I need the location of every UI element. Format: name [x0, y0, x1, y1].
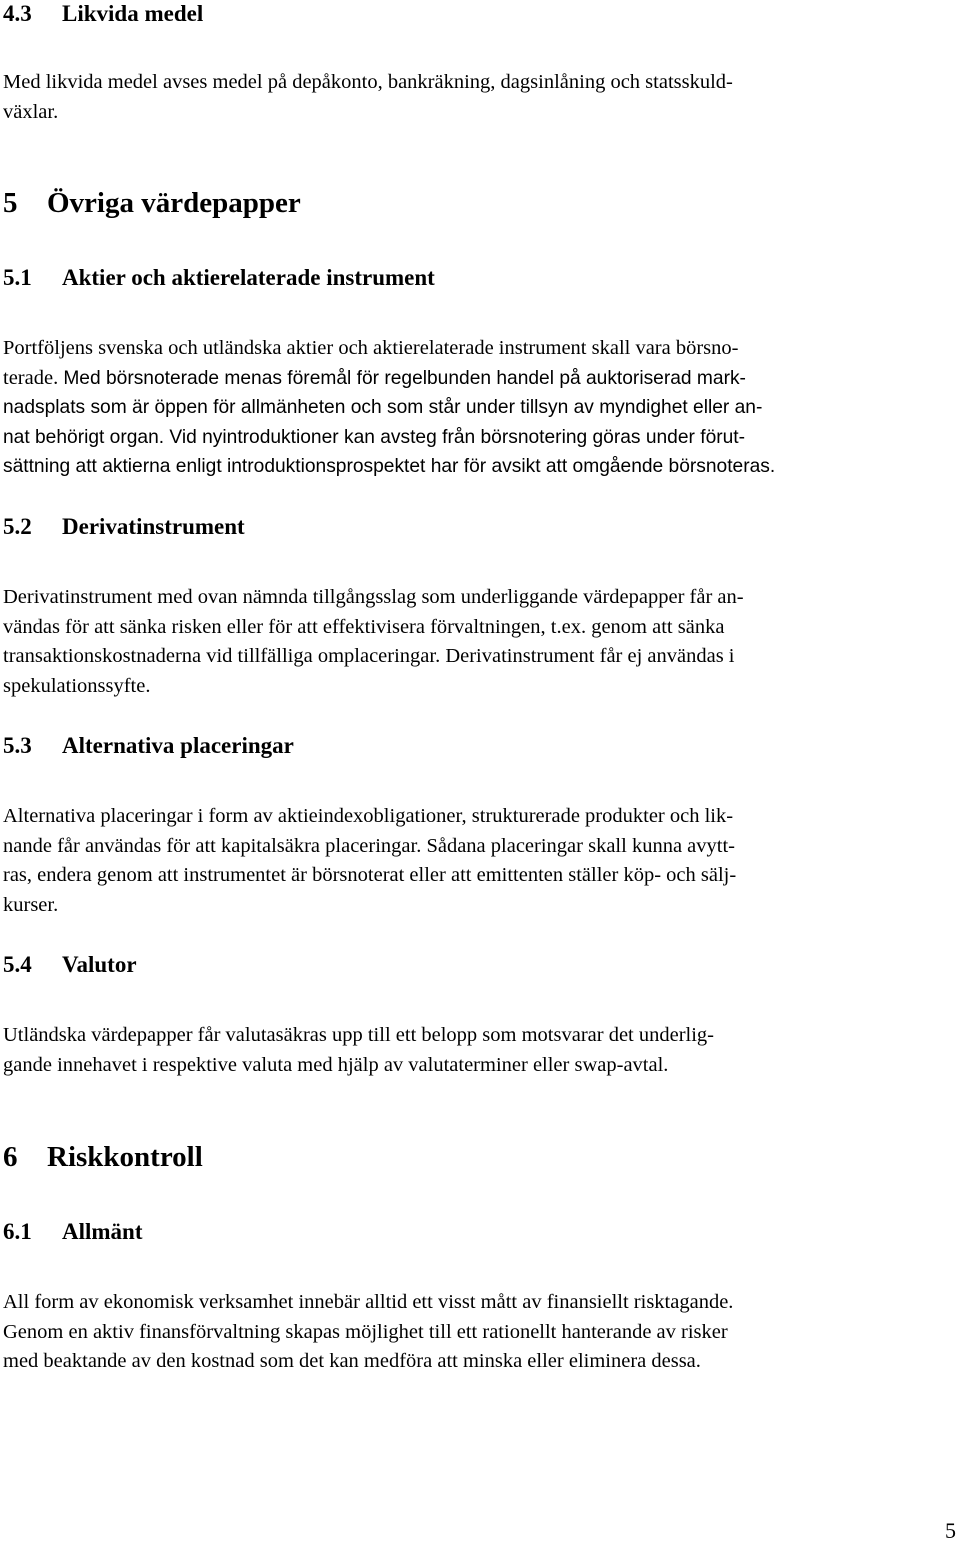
text-line: transaktionskostnaderna vid tillfälliga omplaceringar. Derivatinstrument får ej användas i — [3, 645, 735, 667]
text-line: kurser. — [3, 893, 59, 916]
chapter-title: Övriga värdepapper — [47, 187, 301, 219]
text-line: sättning att aktierna enligt introduktionsprospektet har för avsikt att omgående börsnoteras. — [3, 456, 776, 477]
page-number: 5 — [945, 1518, 956, 1543]
text-line: Utländska värdepapper får valutasäkras upp till ett belopp som motsvarar det underlig- — [3, 1024, 715, 1046]
section-number: 4.3 — [3, 1, 32, 26]
paragraph-valutor — [3, 1021, 714, 1080]
section-title: Allmänt — [62, 1219, 143, 1244]
text-line: vändas för att sänka risken eller för att effektivisera förvaltningen, t.ex. genom att sänka — [3, 615, 725, 638]
section-title: Derivatinstrument — [62, 514, 245, 539]
text-line: ras, endera genom att instrumentet är börsnoterat eller att emittenten ställer köp- och sälj- — [3, 864, 737, 886]
text-line: nat behörigt organ. Vid nyintroduktioner kan avsteg från börsnotering göras under förut- — [3, 426, 746, 448]
text-line: Portföljens svenska och utländska aktier och aktierelaterade instrument skall vara börsno- — [3, 337, 739, 359]
chapter-number: 5 — [3, 187, 18, 219]
text-line: All form av ekonomisk verksamhet innebär alltid ett visst mått av finansiellt risktagande. — [3, 1291, 734, 1313]
text-line: nadsplats som är öppen för allmänheten och som står under tillsyn av myndighet eller an- — [3, 397, 763, 418]
section-title: Aktier och aktierelaterade instrument — [62, 265, 435, 290]
text-fragment: Med börsnoterade menas föremål för regelbunden handel på auktoriserad mark- — [63, 367, 746, 389]
chapter-title: Riskkontroll — [47, 1141, 203, 1173]
text-line: Derivatinstrument med ovan nämnda tillgångsslag som underliggande värdepapper får an- — [3, 586, 744, 608]
section-heading-4-3 — [3, 0, 203, 28]
text-line: växlar. — [3, 100, 59, 123]
text-line: Genom en aktiv finansförvaltning skapas möjlighet till ett rationellt hanterande av risker — [3, 1320, 728, 1343]
section-number: 5.1 — [3, 265, 32, 290]
paragraph-aktier — [3, 334, 775, 482]
text-fragment: terade. — [3, 366, 64, 389]
section-heading-5-1 — [3, 264, 435, 292]
paragraph-derivatinstrument — [3, 583, 744, 701]
section-number: 5.2 — [3, 514, 32, 539]
chapter-heading-5 — [3, 186, 301, 220]
text-line: nande får användas för att kapitalsäkra placeringar. Sådana placeringar skall kunna avytt- — [3, 834, 735, 857]
text-line — [3, 364, 775, 394]
text-line: gande innehavet i respektive valuta med hjälp av valutaterminer eller swap-avtal. — [3, 1053, 669, 1076]
paragraph-alternativa-placeringar — [3, 802, 736, 920]
text-line: Med likvida medel avses medel på depåkonto, bankräkning, dagsinlåning och statsskuld- — [3, 71, 733, 93]
section-heading-6-1 — [3, 1218, 143, 1246]
section-number: 5.3 — [3, 733, 32, 758]
section-heading-5-4 — [3, 951, 137, 979]
section-heading-5-3 — [3, 732, 294, 760]
section-heading-5-2 — [3, 513, 245, 541]
paragraph-likvida-medel — [3, 68, 733, 127]
chapter-heading-6 — [3, 1140, 203, 1174]
section-title: Valutor — [62, 952, 137, 977]
text-line: med beaktande av den kostnad som det kan medföra att minska eller eliminera dessa. — [3, 1350, 701, 1372]
section-number: 6.1 — [3, 1219, 32, 1244]
section-title: Alternativa placeringar — [62, 733, 294, 758]
section-number: 5.4 — [3, 952, 32, 977]
chapter-number: 6 — [3, 1141, 18, 1173]
text-line: Alternativa placeringar i form av aktieindexobligationer, strukturerade produkter och lik- — [3, 805, 734, 827]
text-line: spekulationssyfte. — [3, 674, 151, 697]
paragraph-allmant — [3, 1288, 733, 1377]
section-title: Likvida medel — [62, 1, 204, 26]
